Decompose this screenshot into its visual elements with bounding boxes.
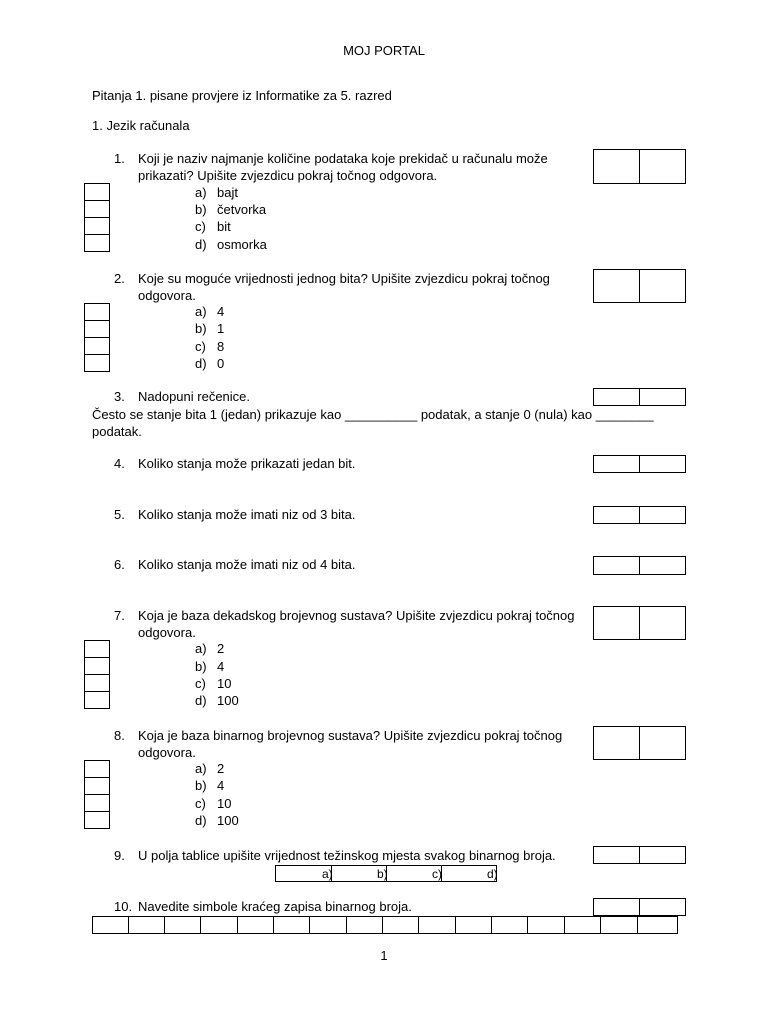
question-text: Koliko stanja može imati niz od 3 bita. xyxy=(138,507,356,522)
score-box[interactable] xyxy=(639,149,686,184)
answer-checkbox[interactable] xyxy=(84,777,110,795)
symbol-table-cell[interactable] xyxy=(164,916,201,934)
answer-checkbox[interactable] xyxy=(84,303,110,321)
question-text: Koja je baza dekadskog brojevnog sustava? Upišite zvjezdicu pokraj točnog xyxy=(138,608,575,623)
score-box[interactable] xyxy=(593,455,640,473)
option-text: 4 xyxy=(217,778,225,793)
score-box[interactable] xyxy=(639,506,686,524)
question-text: odgovora. xyxy=(138,288,196,303)
question-text: Koliko stanja može imati niz od 4 bita. xyxy=(138,557,356,572)
question-text: U polja tablice upišite vrijednost težinskog mjesta svakog binarnog broja. xyxy=(138,848,556,863)
symbol-table-cell[interactable] xyxy=(527,916,565,934)
question-text: Koja je baza binarnog brojevnog sustava? Upišite zvjezdicu pokraj točnog xyxy=(138,728,563,743)
question-text: Koji je naziv najmanje količine podataka koje prekidač u računalu može xyxy=(138,151,548,166)
question-number: 1. xyxy=(114,151,125,166)
question-number: 4. xyxy=(114,456,125,471)
score-box[interactable] xyxy=(593,556,640,575)
answer-checkbox[interactable] xyxy=(84,337,110,355)
table-cell-label: d) xyxy=(487,867,498,881)
score-box[interactable] xyxy=(593,726,640,760)
option-letter: d) xyxy=(195,693,207,708)
symbol-table-cell[interactable] xyxy=(346,916,383,934)
option-text: 1 xyxy=(217,321,225,336)
answer-checkbox[interactable] xyxy=(84,320,110,338)
question-text: odgovora. xyxy=(138,745,196,760)
score-box[interactable] xyxy=(593,846,640,864)
question-number: 7. xyxy=(114,608,125,623)
answer-checkbox[interactable] xyxy=(84,234,110,252)
option-text: 8 xyxy=(217,339,225,354)
option-letter: d) xyxy=(195,356,207,371)
question-text: odgovora. xyxy=(138,625,196,640)
answer-checkbox[interactable] xyxy=(84,691,110,709)
option-letter: c) xyxy=(195,339,206,354)
option-letter: a) xyxy=(195,185,207,200)
symbol-table-cell[interactable] xyxy=(491,916,528,934)
option-letter: b) xyxy=(195,778,207,793)
table-cell-label: a) xyxy=(322,867,333,881)
option-text: četvorka xyxy=(217,202,267,217)
question-number: 5. xyxy=(114,507,125,522)
symbol-table-cell[interactable] xyxy=(564,916,601,934)
question-text: Koje su moguće vrijednosti jednog bita? Upišite zvjezdicu pokraj točnog xyxy=(138,271,550,286)
score-box[interactable] xyxy=(593,898,640,916)
symbol-table-cell[interactable] xyxy=(418,916,456,934)
answer-checkbox[interactable] xyxy=(84,657,110,675)
score-box[interactable] xyxy=(593,269,640,303)
symbol-table-cell[interactable] xyxy=(600,916,638,934)
score-box[interactable] xyxy=(639,726,686,760)
option-text: bit xyxy=(217,219,231,234)
option-letter: c) xyxy=(195,676,206,691)
answer-checkbox[interactable] xyxy=(84,760,110,778)
page-number: 1 xyxy=(380,948,388,963)
option-text: 100 xyxy=(217,813,239,828)
option-letter: a) xyxy=(195,304,207,319)
question-text: Nadopuni rečenice. xyxy=(138,389,251,404)
score-box[interactable] xyxy=(593,606,640,640)
score-box[interactable] xyxy=(639,269,686,303)
option-text: 10 xyxy=(217,676,232,691)
answer-checkbox[interactable] xyxy=(84,354,110,372)
symbol-table-cell[interactable] xyxy=(237,916,274,934)
score-box[interactable] xyxy=(639,898,686,916)
question-number: 8. xyxy=(114,728,125,743)
page-header: MOJ PORTAL xyxy=(343,43,425,58)
symbol-table-cell[interactable] xyxy=(92,916,129,934)
question-text: Koliko stanja može prikazati jedan bit. xyxy=(138,456,356,471)
fill-in-sentence[interactable]: Često se stanje bita 1 (jedan) prikazuje kao __________ podatak, a stanje 0 (nula) kao ________ xyxy=(92,407,654,422)
symbol-table-cell[interactable] xyxy=(200,916,238,934)
option-text: 0 xyxy=(217,356,225,371)
fill-in-sentence: podatak. xyxy=(92,424,142,439)
symbol-table-cell[interactable] xyxy=(382,916,419,934)
question-number: 9. xyxy=(114,848,125,863)
score-box[interactable] xyxy=(593,506,640,524)
option-letter: d) xyxy=(195,237,207,252)
score-box[interactable] xyxy=(639,388,686,406)
score-box[interactable] xyxy=(593,149,640,184)
option-letter: a) xyxy=(195,641,207,656)
table-cell-label: c) xyxy=(432,867,442,881)
option-text: osmorka xyxy=(217,237,267,252)
option-text: bajt xyxy=(217,185,238,200)
question-number: 6. xyxy=(114,557,125,572)
question-number: 3. xyxy=(114,389,125,404)
answer-checkbox[interactable] xyxy=(84,794,110,812)
option-text: 4 xyxy=(217,659,225,674)
answer-checkbox[interactable] xyxy=(84,811,110,829)
answer-checkbox[interactable] xyxy=(84,200,110,218)
option-letter: c) xyxy=(195,219,206,234)
question-text: prikazati? Upišite zvjezdicu pokraj točnog odgovora. xyxy=(138,168,438,183)
symbol-table-cell[interactable] xyxy=(273,916,310,934)
test-title: Pitanja 1. pisane provjere iz Informatike za 5. razred xyxy=(92,88,392,103)
option-text: 2 xyxy=(217,761,225,776)
option-letter: b) xyxy=(195,202,207,217)
option-text: 100 xyxy=(217,693,239,708)
answer-checkbox[interactable] xyxy=(84,674,110,692)
option-letter: d) xyxy=(195,813,207,828)
score-box[interactable] xyxy=(639,455,686,473)
answer-checkbox[interactable] xyxy=(84,217,110,235)
option-letter: b) xyxy=(195,321,207,336)
section-title: 1. Jezik računala xyxy=(92,118,190,133)
option-text: 10 xyxy=(217,796,232,811)
symbol-table-cell[interactable] xyxy=(128,916,165,934)
option-text: 4 xyxy=(217,304,225,319)
answer-checkbox[interactable] xyxy=(84,640,110,658)
option-letter: a) xyxy=(195,761,207,776)
option-text: 2 xyxy=(217,641,225,656)
option-letter: b) xyxy=(195,659,207,674)
symbol-table-cell[interactable] xyxy=(455,916,492,934)
symbol-table-cell[interactable] xyxy=(309,916,347,934)
question-number: 10. xyxy=(114,899,133,914)
question-number: 2. xyxy=(114,271,125,286)
question-text: Navedite simbole kraćeg zapisa binarnog broja. xyxy=(138,899,412,914)
score-box[interactable] xyxy=(639,556,686,575)
score-box[interactable] xyxy=(639,846,686,864)
symbol-table-cell[interactable] xyxy=(637,916,678,934)
option-letter: c) xyxy=(195,796,206,811)
table-cell-label: b) xyxy=(377,867,388,881)
answer-checkbox[interactable] xyxy=(84,183,110,201)
score-box[interactable] xyxy=(593,388,640,406)
score-box[interactable] xyxy=(639,606,686,640)
